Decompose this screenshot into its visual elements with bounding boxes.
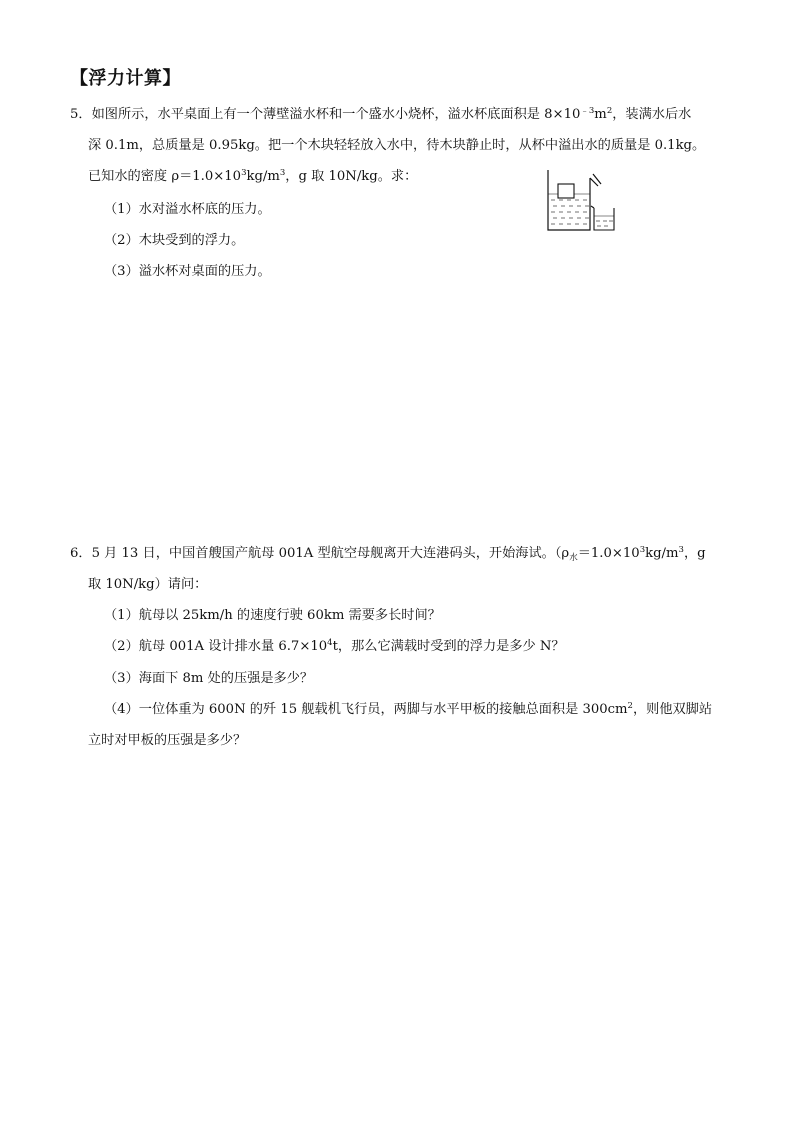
q6-line-2: 取 10N/kg）请问： xyxy=(88,577,208,592)
q5-subquestion-2: （2）木块受到的浮力。 xyxy=(104,233,245,248)
q5-line-1: 5．如图所示，水平桌面上有一个薄壁溢水杯和一个盛水小烧杯，溢水杯底面积是 $8\times 10^{﹣3}m^2$，装满水后水 xyxy=(70,106,692,122)
q5-subquestion-1: （1）水对溢水杯底的压力。 xyxy=(104,202,271,217)
q5-line-3: 已知水的密度 $\rho=1.0\times 10^3kg/m^3$，g 取 10N/kg。求： xyxy=(88,168,418,184)
q6-subquestion-2: （2）航母 001A 设计排水量 $6.7\times 10^4t$，那么它满载时受到的浮力是多少 N？ xyxy=(104,638,565,654)
section-title: 【浮力计算】 xyxy=(70,68,181,89)
small-beaker xyxy=(591,206,614,230)
overflow-cup xyxy=(548,170,601,230)
overflow-cup-figure xyxy=(540,164,620,236)
q5-subquestion-3: （3）溢水杯对桌面的压力。 xyxy=(104,264,271,279)
q5-line-2: 深 0.1m，总质量是 0.95kg。把一个木块轻轻放入水中，待木块静止时，从杯中溢出水的质量是 0.1kg。 xyxy=(88,138,706,153)
wooden-block xyxy=(558,184,574,198)
q6-subquestion-1: （1）航母以 25km/h 的速度行驶 60km 需要多长时间？ xyxy=(104,608,441,623)
q6-line-1: 6．5 月 13 日，中国首艘国产航母 001A 型航空母舰离开大连港码头，开始海试。（$\rho_水=1.0\times 10^3kg/m^3$，g xyxy=(70,545,706,563)
q6-subquestion-4: （4）一位体重为 600N 的歼 15 舰载机飞行员，两脚与水平甲板的接触总面积是 $300cm^2$，则他双脚站 xyxy=(104,701,713,717)
q6-subquestion-3: （3）海面下 8m 处的压强是多少？ xyxy=(104,671,314,686)
q6-subquestion-4-continued: 立时对甲板的压强是多少？ xyxy=(88,733,247,748)
